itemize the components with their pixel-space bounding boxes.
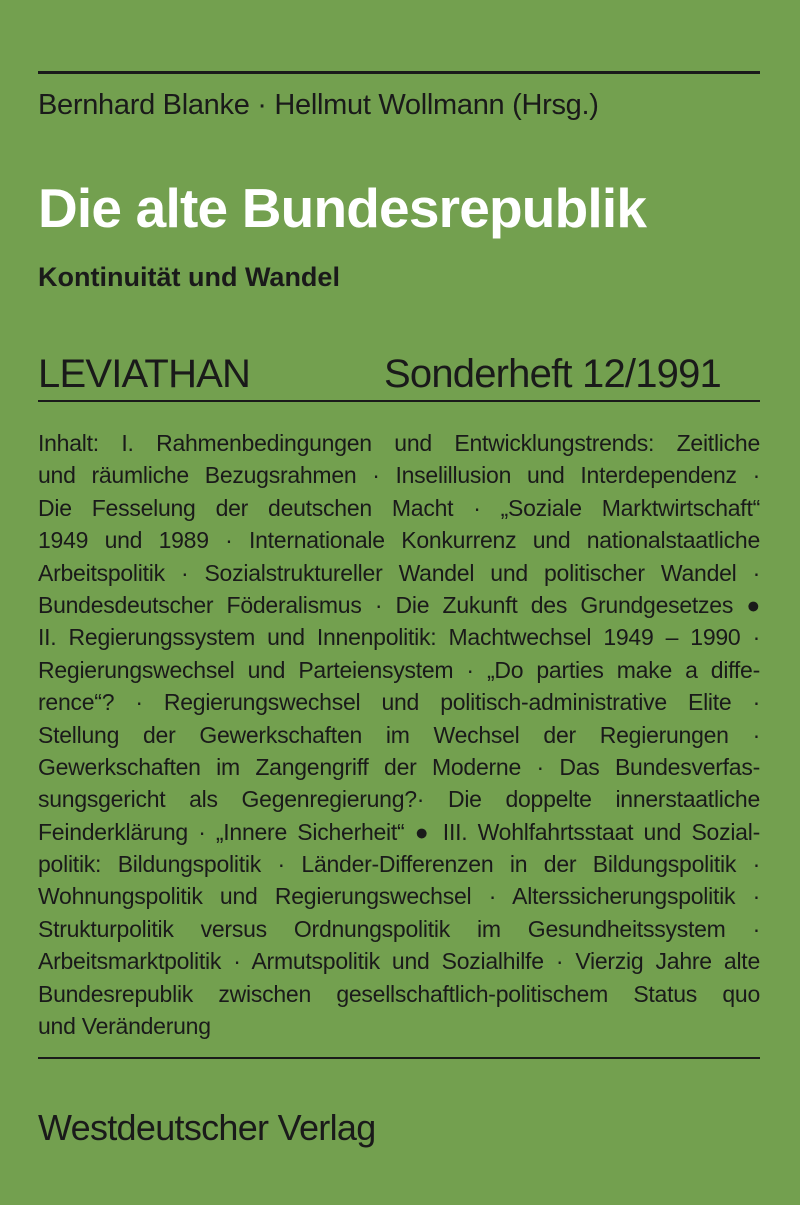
contents-line: Feinderklärung · „Innere Sicherheit“ ● III. Wohlfahrtsstaat und Sozial-	[38, 818, 760, 845]
contents-line: Stellung der Gewerkschaften im Wechsel der Regierungen ·	[38, 721, 760, 748]
contents-line: Wohnungspolitik und Regierungswechsel · Alterssicherungspolitik ·	[38, 883, 760, 910]
contents-line: und Veränderung	[38, 1013, 211, 1040]
bottom-rule	[38, 1057, 760, 1059]
publisher: Westdeutscher Verlag	[38, 1107, 376, 1148]
contents-line: 1949 und 1989 · Internationale Konkurrenz und nationalstaatliche	[38, 527, 760, 554]
contents-line: Inhalt: I. Rahmenbedingungen und Entwicklungstrends: Zeitliche	[38, 430, 760, 456]
contents-line: Arbeitsmarktpolitik · Armutspolitik und Sozialhilfe · Vierzig Jahre alte	[38, 948, 760, 975]
contents-line: rence“? · Regierungswechsel und politisch-administrative Elite ·	[38, 689, 760, 716]
contents-line: Die Fesselung der deutschen Macht · „Soziale Marktwirtschaft“	[38, 494, 760, 521]
contents-line: und räumliche Bezugsrahmen · Inselillusion und Interdependenz ·	[38, 462, 760, 489]
contents-line: sungsgericht als Gegenregierung?· Die doppelte innerstaatliche	[38, 786, 760, 813]
table-of-contents	[38, 427, 760, 1042]
series-rule	[38, 400, 760, 402]
contents-line: Arbeitspolitik · Sozialstruktureller Wandel und politischer Wandel ·	[38, 559, 760, 586]
special-issue: Sonderheft 12/1991	[384, 352, 722, 396]
contents-line: Strukturpolitik versus Ordnungspolitik im Gesundheitssystem ·	[38, 915, 760, 942]
contents-line: politik: Bildungspolitik · Länder-Differenzen in der Bildungspolitik ·	[38, 851, 760, 878]
contents-line: Bundesrepublik zwischen gesellschaftlich-politischem Status quo	[38, 980, 760, 1007]
contents-line: Bundesdeutscher Föderalismus · Die Zukunft des Grundgesetzes ●	[38, 591, 760, 618]
contents-line: Regierungswechsel und Parteiensystem · „Do parties make a diffe-	[38, 656, 760, 683]
contents-line: Gewerkschaften im Zangengriff der Moderne · Das Bundesverfas-	[38, 753, 760, 780]
contents-line: II. Regierungssystem und Innenpolitik: Machtwechsel 1949 – 1990 ·	[38, 624, 760, 651]
editors: Bernhard Blanke · Hellmut Wollmann (Hrsg.)	[38, 89, 599, 121]
book-title: Die alte Bundesrepublik	[38, 177, 647, 239]
book-subtitle: Kontinuität und Wandel	[38, 262, 340, 292]
top-rule	[38, 71, 760, 74]
series-name: LEVIATHAN	[38, 352, 251, 396]
